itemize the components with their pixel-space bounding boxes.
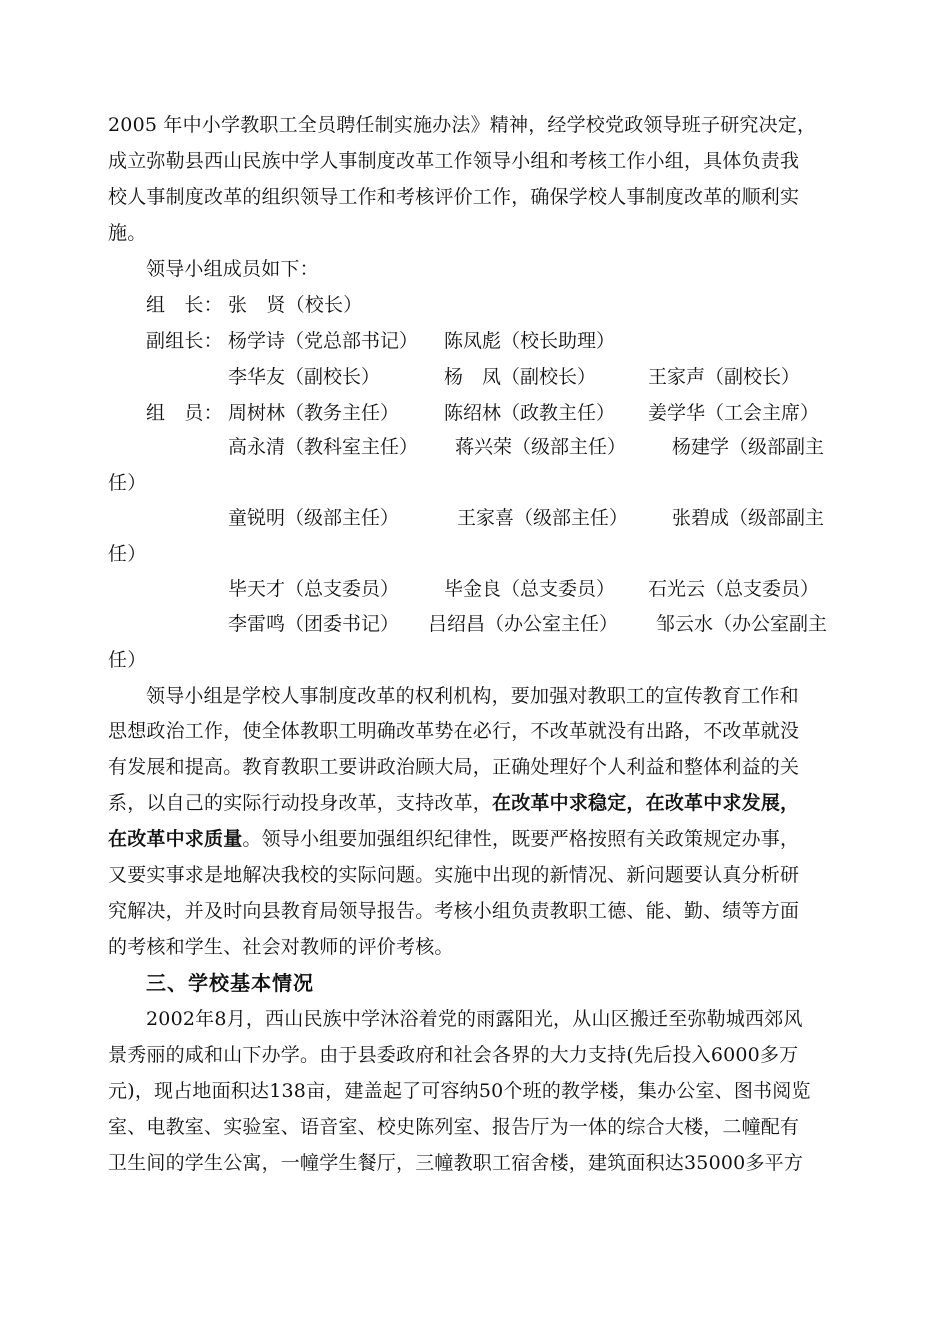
intro-line-3: 校人事制度改革的组织领导工作和考核评价工作，确保学校人事制度改革的顺利实 bbox=[108, 186, 800, 208]
members-label: 组 员： bbox=[146, 402, 223, 424]
section3-line-2: 景秀丽的咸和山下办学。由于县委政府和社会各界的大力支持(先后投入6000多万 bbox=[108, 1044, 799, 1066]
section3-line-5: 卫生间的学生公寓，一幢学生餐厅，三幢教职工宿舍楼，建筑面积达35000多平方 bbox=[108, 1152, 804, 1174]
members-intro: 领导小组成员如下： bbox=[146, 258, 319, 280]
deputy-4: 杨 凤（副校长） bbox=[444, 366, 597, 388]
intro-line-4: 施。 bbox=[108, 222, 147, 244]
intro-line-1: 2005 年中小学教职工全员聘任制实施办法》精神，经学校党政领导班子研究决定， bbox=[108, 114, 817, 136]
member-r1-3: 姜学华（工会主席） bbox=[648, 402, 820, 424]
duties-line-1: 领导小组是学校人事制度改革的权利机构，要加强对教职工的宣传教育工作和 bbox=[146, 685, 799, 707]
deputy-5: 王家声（副校长） bbox=[648, 366, 801, 388]
duties-line-6: 又要实事求是地解决我校的实际问题。实施中出现的新情况、新问题要认真分析研 bbox=[108, 864, 800, 886]
intro-line-2: 成立弥勒县西山民族中学人事制度改革工作领导小组和考核工作小组，具体负责我 bbox=[108, 150, 800, 172]
member-r5-wrap: 任） bbox=[108, 649, 147, 671]
member-r3-1: 童锐明（级部主任） bbox=[228, 507, 400, 529]
duties-line-2: 思想政治工作，使全体教职工明确改革势在必行，不改革就没有出路，不改革就没 bbox=[108, 720, 800, 742]
deputies-label: 副组长： bbox=[146, 330, 223, 352]
section3-line-3: 元)，现占地面积达138亩，建盖起了可容纳50个班的教学楼，集办公室、图书阅览 bbox=[108, 1080, 811, 1102]
section-heading: 三、学校基本情况 bbox=[146, 971, 314, 995]
duties-line-7: 究解决，并及时向县教育局领导报告。考核小组负责教职工德、能、勤、绩等方面 bbox=[108, 900, 800, 922]
member-r5-2: 吕绍昌（办公室主任） bbox=[428, 613, 619, 635]
duties-line-4 bbox=[108, 788, 799, 815]
leader-name: 张 贤（校长） bbox=[228, 294, 363, 316]
member-r3-3: 张碧成（级部副主 bbox=[672, 507, 825, 529]
member-r3-2: 王家喜（级部主任） bbox=[457, 507, 629, 529]
member-r1-2: 陈绍林（政教主任） bbox=[444, 402, 616, 424]
member-r2-wrap: 任） bbox=[108, 472, 147, 494]
duties-line-8: 的考核和学生、社会对教师的评价考核。 bbox=[108, 936, 454, 958]
member-r5-1: 李雷鸣（团委书记） bbox=[228, 613, 400, 635]
leader-label: 组 长： bbox=[146, 294, 223, 316]
duties-line-4-text: 系，以自己的实际行动投身改革，支持改革， bbox=[108, 792, 493, 814]
deputy-1: 杨学诗（党总部书记） bbox=[228, 330, 419, 352]
member-r5-3: 邹云水（办公室副主 bbox=[656, 613, 828, 635]
member-r3-wrap: 任） bbox=[108, 543, 147, 565]
member-r4-3: 石光云（总支委员） bbox=[648, 578, 820, 600]
member-r1-1: 周树林（教务主任） bbox=[228, 402, 400, 424]
duties-line-5 bbox=[108, 824, 799, 851]
duties-line-3: 有发展和提高。教育教职工要讲政治顾大局，正确处理好个人利益和整体利益的关 bbox=[108, 756, 800, 778]
deputy-3: 李华友（副校长） bbox=[228, 366, 381, 388]
duties-emphasis-2: 在改革中求质量 bbox=[108, 828, 243, 850]
duties-emphasis-1: 在改革中求稳定，在改革中求发展， bbox=[492, 792, 800, 814]
member-r4-2: 毕金良（总支委员） bbox=[444, 578, 616, 600]
member-r2-2: 蒋兴荣（级部主任） bbox=[455, 436, 627, 458]
member-r4-1: 毕天才（总支委员） bbox=[228, 578, 400, 600]
duties-line-5-text: 。领导小组要加强组织纪律性，既要严格按照有关政策规定办事， bbox=[242, 828, 800, 850]
member-r2-3: 杨建学（级部副主 bbox=[672, 436, 825, 458]
section3-line-4: 室、电教室、实验室、语音室、校史陈列室、报告厅为一体的综合大楼，二幢配有 bbox=[108, 1116, 800, 1138]
deputy-2: 陈凤彪（校长助理） bbox=[444, 330, 616, 352]
member-r2-1: 高永清（教科室主任） bbox=[228, 436, 419, 458]
section3-line-1: 2002年8月，西山民族中学沐浴着党的雨露阳光，从山区搬迁至弥勒城西郊风 bbox=[146, 1008, 803, 1030]
